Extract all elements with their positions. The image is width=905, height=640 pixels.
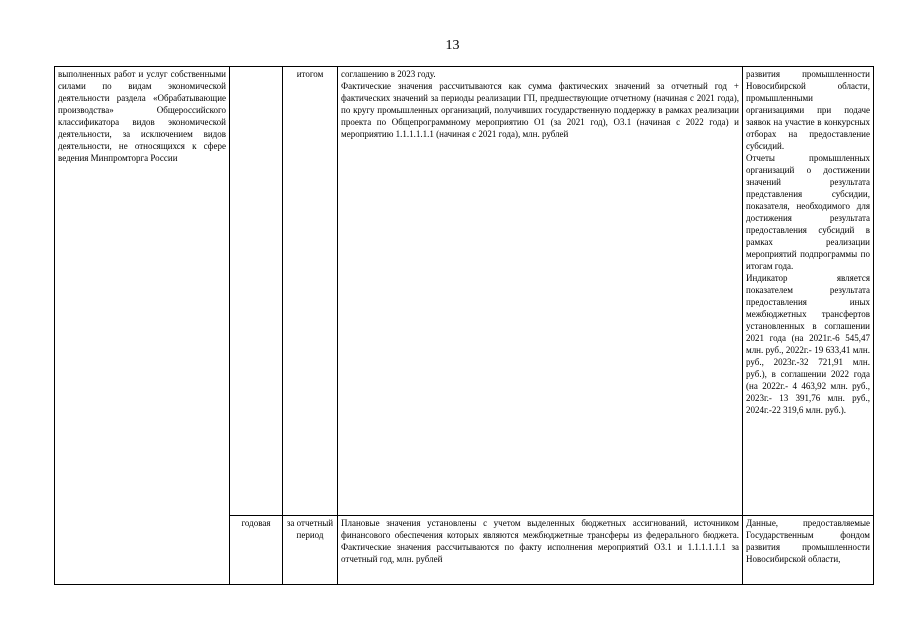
calculation-method-cell <box>338 516 743 585</box>
indicator-table <box>54 66 874 585</box>
data-source-cell <box>743 516 874 585</box>
indicator-type-cell <box>283 67 338 516</box>
data-source-paragraph: Индикатор является показателем результата предоставления иных межбюджетных трансфертов установленных в соглашении 2021 года (на 2021г.-6 545,47 млн. руб., 2022г.- 19 633,41 млн. руб., 2023г.-32 721,91 млн. руб.), в соглашении 2022 года (на 2022г.- 4 463,92 млн. руб., 2023г.- 13 391,76 млн. руб., 2024г.-22 319,6 млн. руб.). <box>746 273 870 415</box>
indicator-type: итогом <box>296 69 324 79</box>
data-source-paragraph: Отчеты промышленных организаций о достижении значений результата представления субсидии, показателя, необходимого для достижения результата предоставления субсидий в рамках реализации мероприятий подпрограммы по итогам года. <box>746 153 870 271</box>
data-source-cell <box>743 67 874 516</box>
page-number: 13 <box>445 38 460 53</box>
indicator-description: выполненных работ и услуг собственными силами по видам экономической деятельности раздела «Обрабатывающие производства» Общероссийского классификатора видов экономической деятельности, за исключением видов деятельности, не относящихся к сфере ведения Минпромторга России <box>58 69 226 163</box>
periodicity-cell <box>230 67 283 516</box>
periodicity-cell <box>230 516 283 585</box>
data-source-paragraph: Данные, предоставляемые Государственным фондом развития промышленности Новосибирской области, <box>746 518 870 564</box>
calculation-text: Фактические значения рассчитываются как сумма фактических значений за отчетный год + фактических значений за периоды реализации ГП, предшествующие отчетному (начиная с 2021 года), по кругу промышленных организаций, получивших государственную поддержку в рамках реализации проекта по Общепрограммному мероприятию О1 (за 2021 год), О3.1 (начиная с 2022 года) и мероприятию 1.1.1.1.1.1 (начиная с 2021 года), млн. рублей <box>341 81 739 139</box>
periodicity-value: годовая <box>241 518 271 528</box>
data-source-paragraph: развития промышленности Новосибирской области, промышленными организациями при подаче заявок на участие в конкурсных отборах на предоставление субсидий. <box>746 69 870 151</box>
table-row <box>55 67 874 516</box>
indicator-type: за отчетный период <box>286 518 334 540</box>
indicator-type-cell <box>283 516 338 585</box>
calculation-intro: соглашению в 2023 году. <box>341 69 436 79</box>
indicator-description-cell <box>55 67 230 585</box>
calculation-text: Плановые значения установлены с учетом выделенных бюджетных ассигнований, источником финансового обеспечения которых являются межбюджетные трансферы из федерального бюджета. Фактические значения рассчитываются по факту исполнения мероприятий О3.1 и 1.1.1.1.1.1 за отчетный год, млн. рублей <box>341 518 739 564</box>
calculation-method-cell <box>338 67 743 516</box>
